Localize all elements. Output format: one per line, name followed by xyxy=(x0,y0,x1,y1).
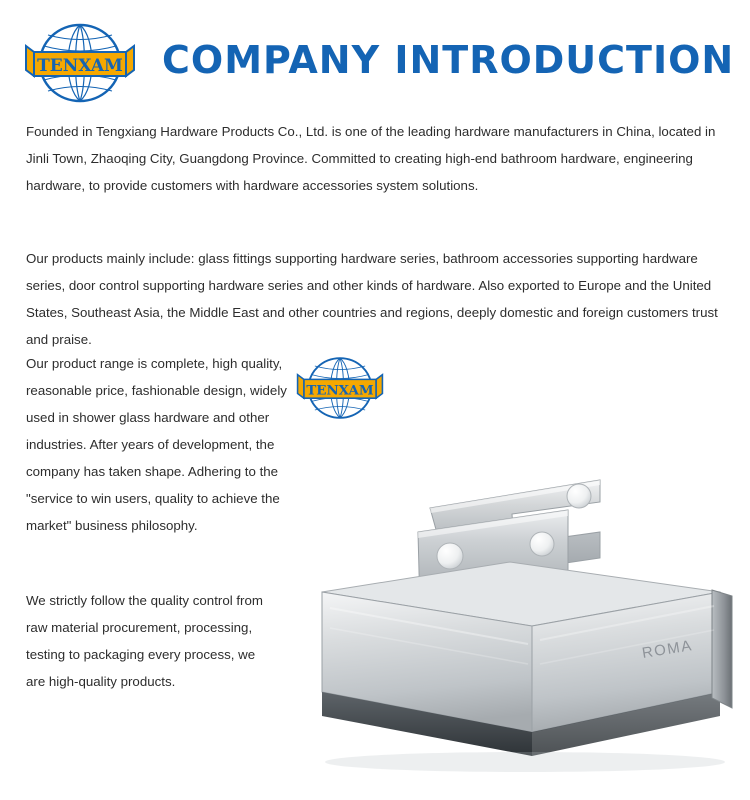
product-photo xyxy=(300,440,740,780)
intro-paragraph-1: Founded in Tengxiang Hardware Products Co., Ltd. is one of the leading hardware manufacturers in China, located in Jinli Town, Zhaoqing City, Guangdong Province. Committed to creating high-end bathroom hardware, engineering hardware, to provide customers with hardware accessories system solutions. xyxy=(26,124,716,193)
intro-paragraph-2: Our products mainly include: glass fittings supporting hardware series, bathroom accessories supporting hardware series, door control supporting hardware series and other kinds of hardware. Also exported to Europe and the United States, Southeast Asia, the Middle East and other countries and regions, deeply domestic and foreign customers trust and praise. xyxy=(26,251,718,347)
lock-body xyxy=(322,562,732,756)
watermark-logo-text: TENXAM xyxy=(306,382,374,399)
company-logo xyxy=(24,22,136,104)
globe-logo-icon xyxy=(24,22,136,104)
page-header xyxy=(0,0,750,112)
globe-logo-icon-watermark xyxy=(296,355,384,421)
intro-paragraph-4: We strictly follow the quality control from raw material procurement, processing, testing to packaging every process, we are high-quality products. xyxy=(26,593,263,689)
brand-mark-text: ROMA xyxy=(640,637,694,662)
watermark-logo xyxy=(296,355,384,421)
intro-paragraph-3: Our product range is complete, high quality, reasonable price, fashionable design, widely used in shower glass hardware and other industries. After years of development, the company has taken shape. Adhering to the "service to win users, quality to achieve the market" business philosophy. xyxy=(26,356,287,533)
page-title: COMPANY INTRODUCTION xyxy=(162,38,735,82)
glass-door-lock-illustration xyxy=(300,440,740,780)
logo-text: TENXAM xyxy=(37,56,123,76)
